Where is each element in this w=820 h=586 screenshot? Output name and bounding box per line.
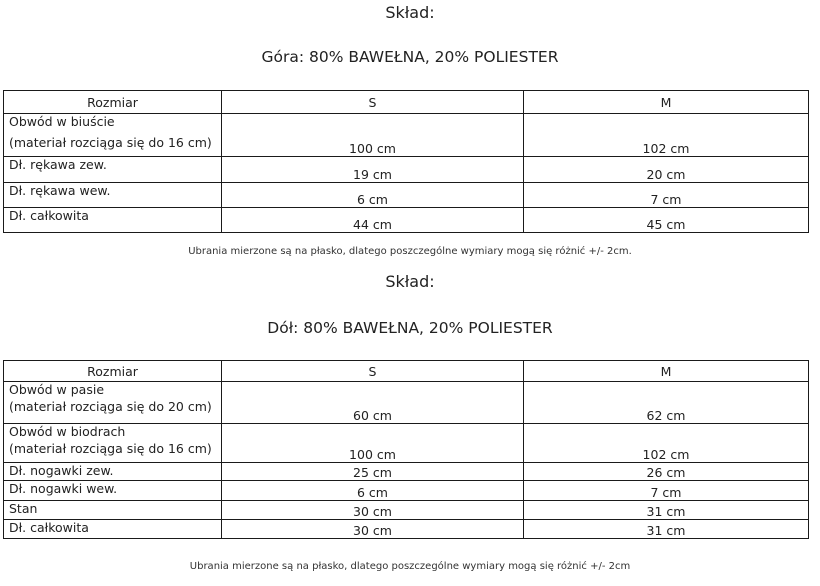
column-header-s: S (222, 91, 524, 114)
column-header-s: S (222, 361, 524, 382)
value-m: 31 cm (524, 501, 809, 520)
value-m: 7 cm (524, 183, 809, 208)
row-label: Obwód w pasie (materiał rozciąga się do 20 cm) (4, 382, 222, 424)
row-label: Obwód w biodrach (materiał rozciąga się do 16 cm) (4, 424, 222, 463)
bottom-heading: Skład: (385, 272, 435, 291)
value-s: 30 cm (222, 501, 524, 520)
bottom-composition: Dół: 80% BAWEŁNA, 20% POLIESTER (267, 319, 553, 337)
table-header-row (4, 91, 809, 114)
table-row (4, 157, 809, 183)
value-s: 6 cm (222, 481, 524, 501)
top-heading: Skład: (385, 3, 435, 22)
value-s: 100 cm (222, 114, 524, 157)
value-m: 31 cm (524, 520, 809, 539)
row-label: Dł. całkowita (4, 208, 222, 233)
row-label: Dł. nogawki wew. (4, 481, 222, 501)
table-row (4, 424, 809, 463)
value-s: 25 cm (222, 463, 524, 481)
column-header-size: Rozmiar (4, 361, 222, 382)
column-header-size: Rozmiar (4, 91, 222, 114)
table-row (4, 463, 809, 481)
row-label: Dł. nogawki zew. (4, 463, 222, 481)
row-label: Obwód w biuście (materiał rozciąga się do 16 cm) (4, 114, 222, 157)
value-s: 60 cm (222, 382, 524, 424)
table-row (4, 183, 809, 208)
row-label: Dł. rękawa wew. (4, 183, 222, 208)
table-header-row (4, 361, 809, 382)
top-size-table (3, 90, 809, 233)
value-m: 7 cm (524, 481, 809, 501)
value-s: 44 cm (222, 208, 524, 233)
value-s: 30 cm (222, 520, 524, 539)
table-row (4, 114, 809, 157)
value-s: 6 cm (222, 183, 524, 208)
table-row (4, 520, 809, 539)
value-s: 19 cm (222, 157, 524, 183)
bottom-size-table (3, 360, 809, 539)
row-label: Dł. rękawa zew. (4, 157, 222, 183)
value-m: 102 cm (524, 424, 809, 463)
table-row (4, 501, 809, 520)
measurement-note: Ubrania mierzone są na płasko, dlatego poszczególne wymiary mogą się różnić +/- 2cm. (188, 246, 632, 257)
value-s: 100 cm (222, 424, 524, 463)
table-row (4, 208, 809, 233)
column-header-m: M (524, 91, 809, 114)
value-m: 102 cm (524, 114, 809, 157)
table-row (4, 481, 809, 501)
value-m: 20 cm (524, 157, 809, 183)
table-row (4, 382, 809, 424)
row-label: Stan (4, 501, 222, 520)
value-m: 45 cm (524, 208, 809, 233)
measurement-note: Ubrania mierzone są na płasko, dlatego poszczególne wymiary mogą się różnić +/- 2cm (189, 561, 631, 572)
value-m: 62 cm (524, 382, 809, 424)
row-label: Dł. całkowita (4, 520, 222, 539)
top-composition: Góra: 80% BAWEŁNA, 20% POLIESTER (261, 48, 559, 66)
column-header-m: M (524, 361, 809, 382)
value-m: 26 cm (524, 463, 809, 481)
